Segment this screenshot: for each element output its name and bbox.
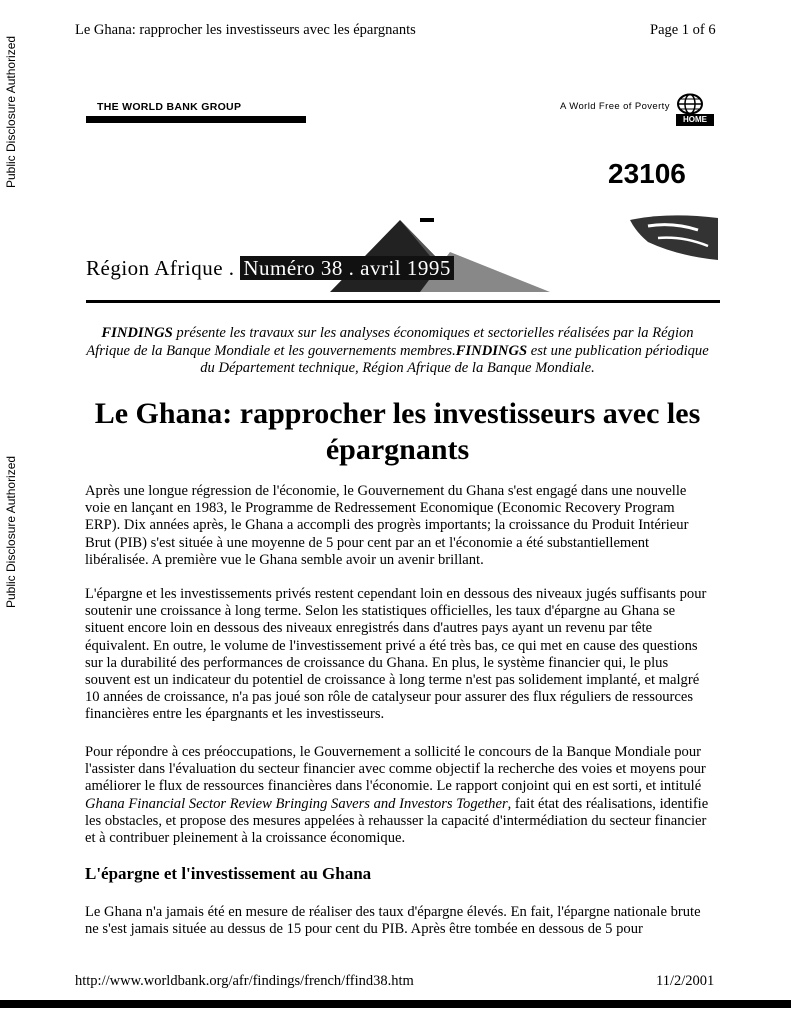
findings-intro bbox=[85, 325, 710, 378]
paragraph-2-text: L'épargne et les investissements privés restent cependant loin en dessous des niveaux jugés suffisants pour soutenir une croissance à long terme. Selon les statistiques officielles, les taux d'épargne au Ghana se situent encore loin en dessous des niveaux enregistrés dans d'autres pays ayant un revenu par tête équivalent. En outre, le volume de l'investissement privé a été très bas, ce qui met en cause des questions sur la durabilité des performances de croissance du Ghana. En plus, le système financier qui, le plus souvent est un indicateur du potentiel de croissance à long terme n'est pas solidement implanté, et malgré 10 années de croissance, n'a pas joué son rôle de catalyseur pour assurer des flux réguliers de ressources financières entre les épargnants et les investisseurs. bbox=[85, 586, 707, 723]
header-title: Le Ghana: rapprocher les investisseurs avec les épargnants bbox=[75, 22, 416, 38]
section-heading: L'épargne et l'investissement au Ghana bbox=[85, 864, 372, 883]
footer-url[interactable]: http://www.worldbank.org/afr/findings/french/ffind38.htm bbox=[75, 973, 414, 989]
issue-label: Numéro 38 . avril 1995 bbox=[240, 256, 454, 280]
paragraph-4 bbox=[85, 904, 710, 938]
findings-label-1: FINDINGS bbox=[101, 325, 173, 341]
masthead-rule bbox=[86, 300, 720, 303]
report-title: Ghana Financial Sector Review Bringing Savers and Investors Together bbox=[85, 795, 508, 812]
paragraph-2 bbox=[85, 586, 710, 724]
footer-date: 11/2/2001 bbox=[656, 973, 715, 989]
paragraph-3 bbox=[85, 744, 710, 847]
intro-text-2: est une publication périodique du Département technique, Région Afrique de la Banque Mondiale. bbox=[200, 342, 709, 376]
home-button[interactable]: HOME bbox=[676, 114, 714, 126]
disclosure-stamp-top: Public Disclosure Authorized bbox=[4, 35, 18, 188]
paragraph-1-text: Après une longue régression de l'économie, le Gouvernement du Ghana s'est engagé dans une nouvelle voie en lançant en 1983, le Programme de Redressement Economique (Economic Recovery Program ERP). Dix années après, le Ghana a accompli des progrès importants; la croissance du Produit Intérieur Brut (PIB) s'est située à une moyenne de 5 pour cent par an et l'économie a été substantiellement libéralisée. A première vue le Ghana semble avoir un avenir brillant. bbox=[85, 483, 689, 568]
org-rule bbox=[86, 116, 306, 123]
findings-label-2: FINDINGS bbox=[455, 342, 528, 359]
document-number: 23106 bbox=[608, 158, 686, 189]
intro-text-1: présente les travaux sur les analyses économiques et sectorielles réalisées par la Région Afrique de la Banque Mondiale et les gouvernements membres. bbox=[86, 325, 694, 359]
region-name: Région Afrique . bbox=[86, 256, 235, 280]
earth-graphic bbox=[628, 212, 720, 262]
region-label bbox=[86, 256, 454, 281]
bottom-rule bbox=[0, 1000, 791, 1008]
paragraph-3-text-a: Pour répondre à ces préoccupations, le Gouvernement a sollicité le concours de la Banque Mondiale pour l'assister dans l'évaluation du secteur financier avec comme objectif la recherche des voies et moyens pour améliorer le flux de ressources financières dans l'économie. Le rapport conjoint qui en est sorti, et intitulé bbox=[85, 744, 706, 795]
paragraph-4-text: Le Ghana n'a jamais été en mesure de réaliser des taux d'épargne élevés. En fait, l'épargne nationale brute ne s'est jamais située au dessus de 15 pour cent du PIB. Après être tombée en dessous de 5 pour bbox=[85, 904, 701, 938]
globe-icon[interactable] bbox=[676, 93, 704, 115]
paragraph-1 bbox=[85, 483, 710, 569]
article-title: Le Ghana: rapprocher les investisseurs avec les épargnants bbox=[94, 397, 701, 466]
tagline: A World Free of Poverty bbox=[560, 101, 670, 112]
page-indicator: Page 1 of 6 bbox=[650, 22, 716, 38]
paragraph-3-text-b: , fait état des réalisations, identifie les obstacles, et propose des mesures appelées à rehausser la capacité d'intermédiation du secteur financier et à contribuer pleinement à la croissance économique. bbox=[85, 795, 709, 847]
disclosure-stamp-bottom: Public Disclosure Authorized bbox=[4, 455, 18, 608]
org-name: THE WORLD BANK GROUP bbox=[97, 101, 242, 113]
